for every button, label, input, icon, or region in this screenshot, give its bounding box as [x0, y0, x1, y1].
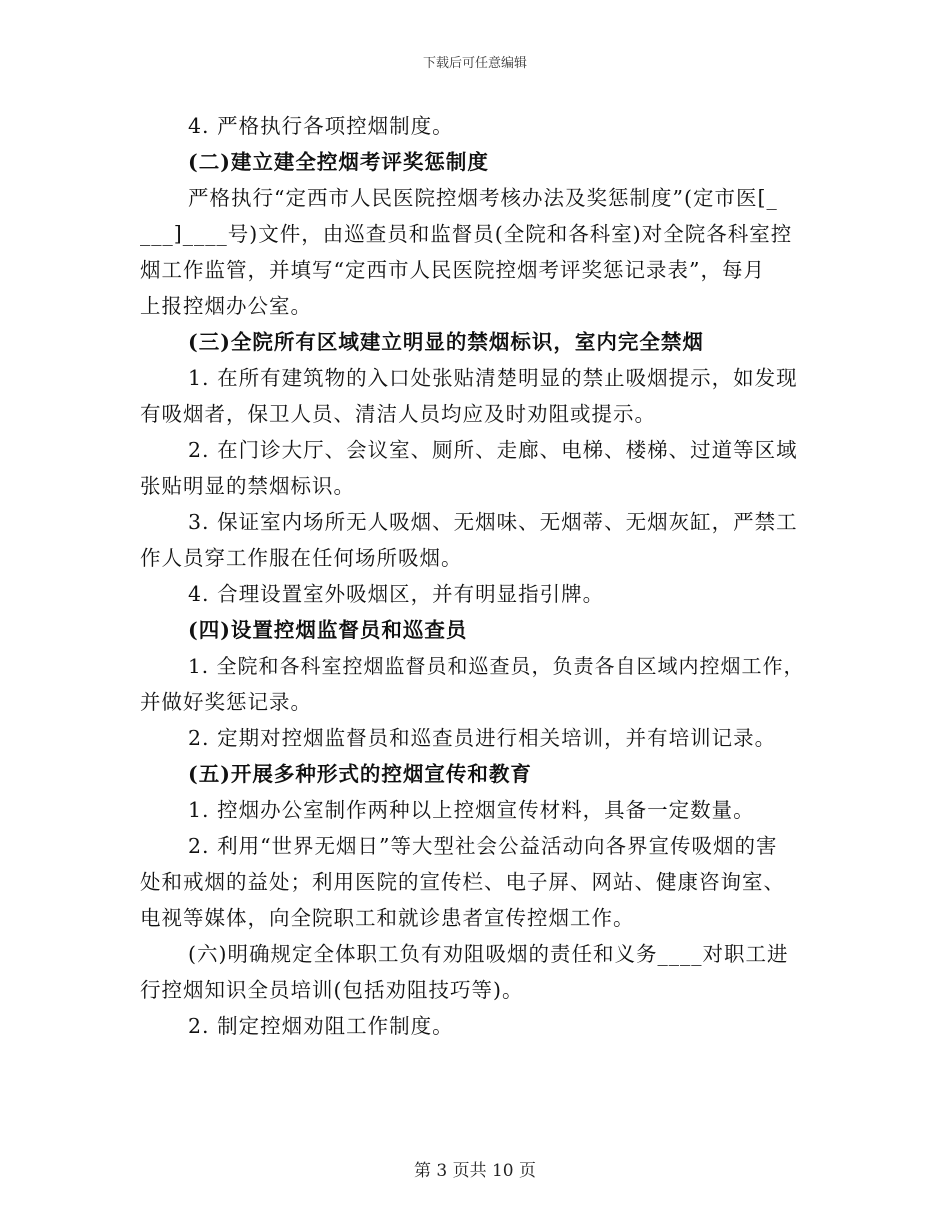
section-heading: (五)开展多种形式的控烟宣传和教育 — [188, 762, 532, 786]
text-line: 作人员穿工作服在任何场所吸烟。 — [140, 546, 463, 570]
text-line: 电视等媒体，向全院职工和就诊患者宣传控烟工作。 — [140, 906, 635, 930]
text-line: 2. 制定控烟劝阻工作制度。 — [188, 1014, 454, 1038]
text-line: 严格执行“定西市人民医院控烟考核办法及奖惩制度”(定市医[_ — [188, 186, 778, 210]
page-footer: 第 3 页共 10 页 — [413, 1161, 537, 1181]
text-line: 烟工作监管，并填写“定西市人民医院控烟考评奖惩记录表”，每月 — [140, 258, 765, 282]
text-line: 2. 利用“世界无烟日”等大型社会公益活动向各界宣传吸烟的害 — [188, 834, 778, 858]
text-line: 2. 定期对控烟监督员和巡查员进行相关培训，并有培训记录。 — [188, 726, 777, 750]
section-heading: (二)建立建全控烟考评奖惩制度 — [188, 150, 489, 174]
text-line: 并做好奖惩记录。 — [140, 690, 312, 714]
text-line: 2. 在门诊大厅、会议室、厕所、走廊、电梯、楼梯、过道等区域 — [188, 438, 798, 462]
text-line: 3. 保证室内场所无人吸烟、无烟味、无烟蒂、无烟灰缸，严禁工 — [188, 510, 798, 534]
text-line: ___]____号)文件，由巡查员和监督员(全院和各科室)对全院各科室控 — [140, 222, 793, 246]
text-line: 有吸烟者，保卫人员、清洁人员均应及时劝阻或提示。 — [140, 402, 656, 426]
text-line: 1. 控烟办公室制作两种以上控烟宣传材料，具备一定数量。 — [188, 798, 755, 822]
document-body — [140, 108, 805, 1044]
text-line: 4. 严格执行各项控烟制度。 — [188, 114, 454, 138]
text-line: 处和戒烟的益处；利用医院的宣传栏、电子屏、网站、健康咨询室、 — [140, 870, 785, 894]
section-heading: (四)设置控烟监督员和巡查员 — [188, 618, 468, 642]
text-line: 上报控烟办公室。 — [140, 294, 312, 318]
page-header: 下载后可任意编辑 — [422, 56, 527, 71]
text-line: 1. 在所有建筑物的入口处张贴清楚明显的禁止吸烟提示，如发现 — [188, 366, 798, 390]
text-line: 4. 合理设置室外吸烟区，并有明显指引牌。 — [188, 582, 605, 606]
section-heading: (三)全院所有区域建立明显的禁烟标识，室内完全禁烟 — [188, 330, 704, 354]
text-line: 行控烟知识全员培训(包括劝阻技巧等)。 — [140, 978, 524, 1002]
text-line: 1. 全院和各科室控烟监督员和巡查员，负责各自区域内控烟工作， — [188, 654, 805, 678]
text-line: (六)明确规定全体职工负有劝阻吸烟的责任和义务____对职工进 — [188, 942, 789, 966]
text-line: 张贴明显的禁烟标识。 — [140, 474, 355, 498]
